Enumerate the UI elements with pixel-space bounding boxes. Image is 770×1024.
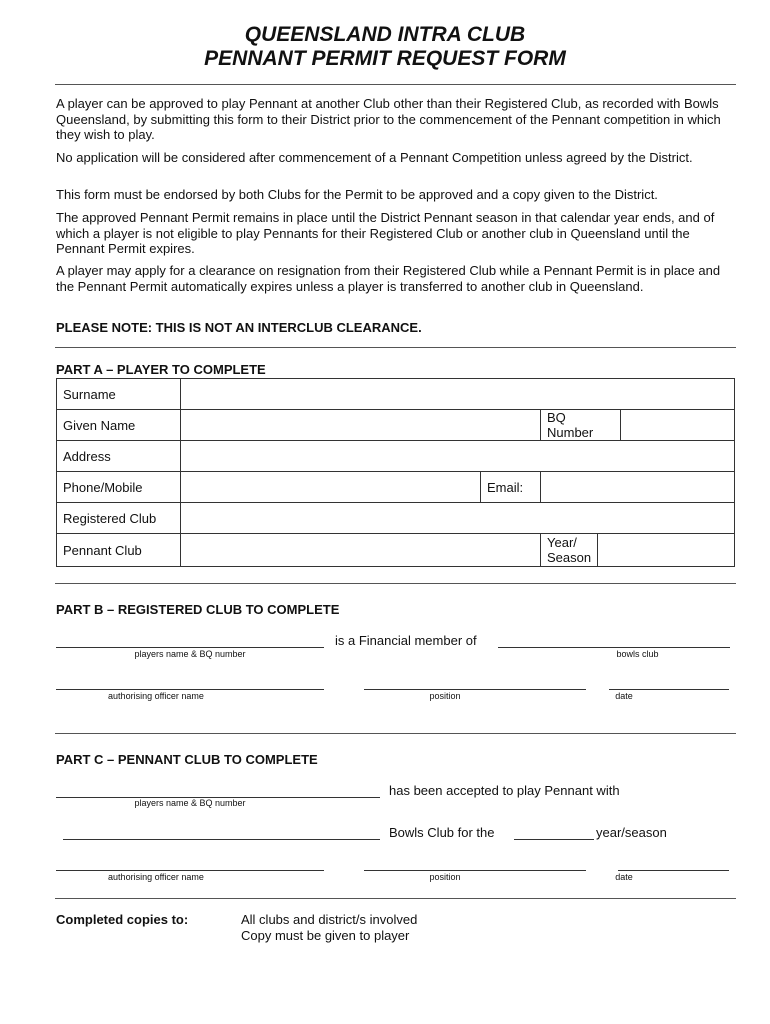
copies-line1: All clubs and district/s involved — [241, 912, 418, 927]
bowls-club-caption: bowls club — [616, 649, 659, 659]
position-line[interactable] — [364, 689, 586, 690]
given-name-label: Given Name — [57, 410, 181, 441]
surname-label: Surname — [57, 379, 181, 410]
year-line[interactable] — [514, 839, 594, 840]
intro-paragraph: No application will be considered after commencement of a Pennant Competition unless agreed by the District. — [56, 150, 693, 165]
form-title-line2: PENNANT PERMIT REQUEST FORM — [204, 47, 566, 70]
year-season-label — [541, 534, 598, 567]
player-details-table — [56, 378, 735, 567]
player-name-line[interactable] — [56, 647, 324, 648]
part-b-heading: PART B – REGISTERED CLUB TO COMPLETE — [56, 602, 340, 617]
bowls-club-for-text: Bowls Club for the — [389, 825, 495, 840]
date-caption: date — [615, 691, 633, 701]
divider — [55, 583, 736, 584]
officer-caption: authorising officer name — [108, 691, 204, 701]
part-c-heading: PART C – PENNANT CLUB TO COMPLETE — [56, 752, 318, 767]
year-season-field[interactable] — [598, 534, 735, 567]
intro-paragraph: A player may apply for a clearance on resignation from their Registered Club while a Pennant Permit is in place and the Pennant Permit automatically expires unless a player is transferred to another club in Queensland. — [56, 263, 721, 294]
officer-caption: authorising officer name — [108, 872, 204, 882]
position-line[interactable] — [364, 870, 586, 871]
form-title-line1: QUEENSLAND INTRA CLUB — [244, 23, 526, 46]
address-field[interactable] — [181, 441, 735, 472]
date-line[interactable] — [618, 870, 729, 871]
part-a-heading: PART A – PLAYER TO COMPLETE — [56, 362, 266, 377]
divider — [55, 898, 736, 899]
pennant-club-line[interactable] — [63, 839, 380, 840]
players-name-caption: players name & BQ number — [134, 649, 246, 659]
phone-field[interactable] — [181, 472, 481, 503]
divider — [55, 347, 736, 348]
registered-club-label: Registered Club — [57, 503, 181, 534]
players-name-caption: players name & BQ number — [134, 798, 246, 808]
officer-name-line[interactable] — [56, 870, 324, 871]
intro-paragraph: This form must be endorsed by both Clubs for the Permit to be approved and a copy given to the District. — [56, 187, 658, 202]
registered-club-field[interactable] — [181, 503, 735, 534]
accepted-text: has been accepted to play Pennant with — [389, 783, 620, 798]
divider — [55, 84, 736, 85]
intro-paragraph: The approved Pennant Permit remains in place until the District Pennant season in that calendar year ends, and of which a player is not eligible to play Pennants for their Registered Club or another club in Queensland until the Pennant Permit expires. — [56, 210, 715, 256]
year-label-line2: Season — [547, 550, 592, 565]
email-field[interactable] — [541, 472, 735, 503]
bq-number-label: BQ Number — [541, 410, 621, 441]
position-caption: position — [429, 691, 461, 701]
bowls-club-line[interactable] — [498, 647, 730, 648]
completed-copies-label: Completed copies to: — [56, 912, 189, 927]
officer-name-line[interactable] — [56, 689, 324, 690]
year-season-text: year/season — [596, 825, 667, 840]
financial-member-text: is a Financial member of — [335, 633, 477, 648]
copies-line2: Copy must be given to player — [241, 928, 410, 943]
intro-paragraph: A player can be approved to play Pennant at another Club other than their Registered Club, as recorded with Bowls Queensland, by submitting this form to their District prior to the commencement of the Pennant competition in which they wish to play. — [56, 96, 721, 142]
surname-field[interactable] — [181, 379, 735, 410]
bq-number-field[interactable] — [621, 410, 735, 441]
given-name-field[interactable] — [181, 410, 541, 441]
divider — [55, 733, 736, 734]
please-note: PLEASE NOTE: THIS IS NOT AN INTERCLUB CLEARANCE. — [56, 320, 422, 335]
email-label: Email: — [481, 472, 541, 503]
pennant-club-label: Pennant Club — [57, 534, 181, 567]
position-caption: position — [429, 872, 461, 882]
date-caption: date — [615, 872, 633, 882]
year-label-line1: Year/ — [547, 535, 577, 550]
phone-label: Phone/Mobile — [57, 472, 181, 503]
address-label: Address — [57, 441, 181, 472]
date-line[interactable] — [609, 689, 729, 690]
pennant-club-field[interactable] — [181, 534, 541, 567]
